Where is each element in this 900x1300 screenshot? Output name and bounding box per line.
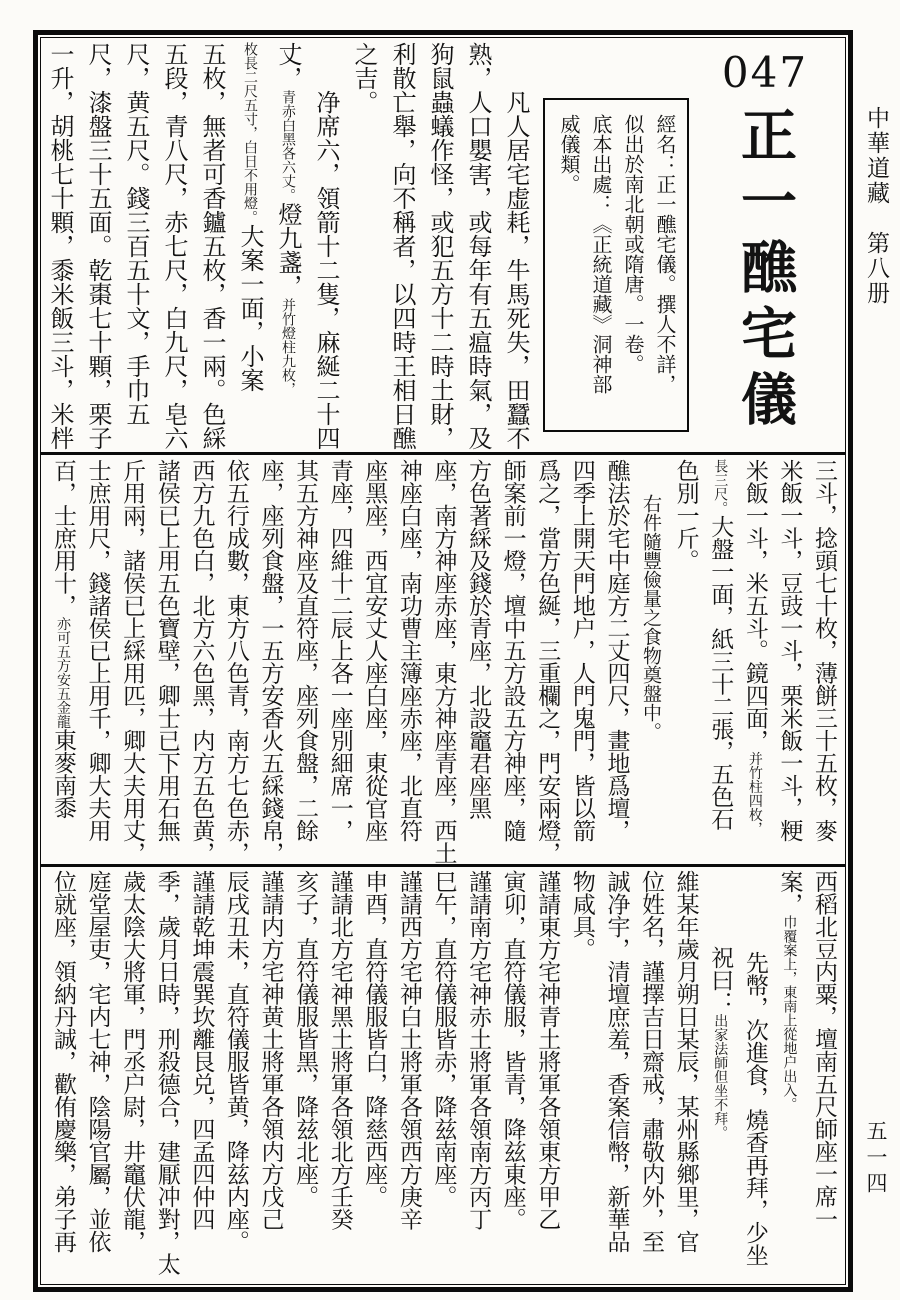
body-text: 似出於南北朝或隋唐。一卷。: [621, 114, 645, 374]
text-column: [426, 870, 461, 1282]
body-text: 一升，胡桃七十顆，黍米飯三斗，米柈: [46, 42, 74, 450]
body-text: 亥子，直符儀服皆黑，降兹北座。: [292, 870, 319, 1208]
body-text: 神座白座，南功曹主簿座赤座，北直符: [395, 459, 422, 842]
annotation-text: 長三尺。: [712, 459, 729, 515]
text-column: [357, 870, 392, 1282]
text-column: [460, 870, 495, 1282]
page-title: 正一醮宅儀: [732, 106, 798, 436]
body-text: 米飯一斗，豆豉一斗，栗米飯一斗，粳: [776, 459, 803, 842]
text-column: [45, 870, 80, 1282]
text-column: [184, 459, 219, 863]
text-column: [495, 459, 530, 863]
text-column: [703, 870, 738, 1282]
text-column: [117, 42, 155, 450]
text-column: [668, 459, 703, 863]
body-text: 色別一斤。: [672, 459, 699, 572]
section-divider-2: [41, 864, 845, 867]
page-border: [33, 30, 853, 1292]
text-column: [530, 870, 565, 1282]
body-text: 三斗，捻頭七十枚，薄餅三十五枚，麥: [811, 459, 837, 842]
body-text: 申酉，直符儀服皆白，降慈西座。: [361, 870, 388, 1208]
body-text: 大盤一面，紙三十二張，五色石: [707, 515, 734, 830]
text-column: [253, 459, 288, 863]
body-text: 位就座，領納丹誠，歡侑慶樂，弟子再: [49, 870, 76, 1253]
text-column: [564, 459, 599, 863]
body-text: 斤用兩，諸侯已上綵用匹，卿大夫用丈，: [119, 459, 146, 864]
body-text: 青座，四維十二辰上各一座別細席一，: [326, 459, 353, 842]
text-column: [288, 870, 323, 1282]
text-column: [585, 114, 617, 416]
body-text: 米飯一斗，米五斗。鏡四面，: [741, 459, 768, 752]
text-column: [115, 459, 150, 863]
text-column: [806, 459, 841, 863]
body-text: 座黑座，西宜安丈人座白座，東從官座: [361, 459, 388, 842]
body-text: 辰戌丑未，直符儀服皆黄，降兹内座。: [222, 870, 249, 1253]
body-text: 凡人居宅虚耗，牛馬死失，田蠶不: [502, 90, 530, 450]
text-column: [383, 42, 421, 450]
body-text: 東麥南黍: [49, 728, 76, 819]
body-text: 座，南方神座赤座，東方神座青座，西土: [430, 459, 457, 864]
text-column: [45, 459, 80, 863]
body-text: 誠净宇，清壇庶羞，香案信幣，新華品: [603, 870, 630, 1253]
annotation-text: 并竹燈柱九枚，: [280, 298, 296, 396]
text-column: [218, 459, 253, 863]
body-text: 謹請西方宅神白土將軍各領西方庚辛: [395, 870, 422, 1230]
text-column: [421, 42, 459, 450]
text-column: [737, 870, 772, 1282]
text-column: [184, 870, 219, 1282]
text-column: [322, 870, 357, 1282]
body-text: 醮法於宅中庭方二丈四尺，畫地爲壇，: [603, 459, 630, 842]
body-text: 謹請乾坤震巽坎離艮兑，四孟四仲四: [188, 870, 215, 1230]
colophon-box: [543, 98, 689, 432]
text-column: [80, 870, 115, 1282]
text-column: [737, 459, 772, 863]
text-column: [599, 870, 634, 1282]
body-text: 五段，青八尺，赤七尺，白九尺，皂六: [160, 42, 188, 450]
body-text: 維某年歲月朔日某辰，某州縣鄉里，官: [672, 870, 699, 1253]
body-text: 利散亡舉，向不稱者，以四時王相日醮: [388, 42, 416, 450]
body-text: 熟，人口嬰害，或每年有五瘟時氣，及: [464, 42, 492, 450]
body-text: 謹請東方宅神青土將軍各領東方甲乙: [534, 870, 561, 1230]
text-column: [391, 870, 426, 1282]
text-column: [357, 459, 392, 863]
body-text: 尺，漆盤三十五面。乾棗七十顆，栗子: [84, 42, 112, 450]
text-column: [633, 870, 668, 1282]
text-column: [772, 459, 807, 863]
text-column: [617, 114, 649, 416]
text-column: [155, 42, 193, 450]
body-text: 五枚，無者可香鑪五枚，香一兩。色綵: [198, 42, 226, 450]
body-text: 士庶用尺，錢諸侯已上用千，卿大夫用: [84, 459, 111, 842]
text-column: [495, 870, 530, 1282]
text-column: [426, 459, 461, 863]
text-column: [231, 42, 269, 450]
page-border-inner: [40, 37, 846, 1285]
body-text: 方色著綵及錢於青座，北設竈君座黑: [465, 459, 492, 819]
body-text: 爲之，當方色綖，三重欄之，門安兩燈，: [534, 459, 561, 864]
text-column: [322, 459, 357, 863]
text-column: [218, 870, 253, 1282]
text-column: [269, 42, 307, 450]
annotation-text: 青赤白黑各六丈。: [280, 90, 296, 202]
text-column: [460, 459, 495, 863]
body-text: 西稻北豆内粟，壇南五尺師座一席一: [811, 870, 837, 1230]
body-text: 謹請内方宅神黄土將軍各領内方戊己: [257, 870, 284, 1230]
body-text: 案，: [776, 870, 803, 915]
annotation-text: 枚長二尺五寸，白日不用燈。: [242, 42, 258, 224]
body-text: 位姓名，謹擇吉日齋戒，肅敬内外，至: [638, 870, 665, 1253]
annotation-text: 并竹柱四枚，: [746, 751, 763, 836]
text-column: [806, 870, 841, 1282]
text-column: [668, 870, 703, 1282]
text-column: [530, 459, 565, 863]
page-number: 五一四: [864, 1120, 888, 1198]
body-text: 歲太陰大將軍，門丞户尉，井竈伏龍，: [119, 870, 146, 1253]
body-text: 燈九盞，: [274, 202, 302, 298]
body-text: 謹請北方宅神黑土將軍各領北方壬癸: [326, 870, 353, 1230]
body-text: 大案一面，小案: [236, 224, 264, 392]
text-column: [564, 870, 599, 1282]
catalog-number: 047: [721, 48, 809, 97]
body-text: 經名：正一醮宅儀。撰人不詳，: [653, 114, 677, 394]
text-column: [391, 459, 426, 863]
body-text: 謹請南方宅神赤土將軍各領南方丙丁: [465, 870, 492, 1230]
title-block: [689, 42, 841, 450]
body-text: 威儀類。: [557, 114, 581, 194]
body-text: 祝曰：: [707, 945, 734, 1014]
body-text: 右件隨豐儉量之食物奠盤中。: [640, 493, 663, 741]
body-text: 百，士庶用十，: [49, 459, 76, 617]
body-text: 先幣，次進食，燒香再拜，少坐: [741, 950, 768, 1266]
text-column: [649, 114, 681, 416]
body-text: 底本出處：《正統道藏》洞神部: [589, 114, 613, 394]
text-column: [345, 42, 383, 450]
body-text: 寅卯，直符儀服，皆青，降兹東座。: [499, 870, 526, 1230]
body-text: 季，歲月日時，刑殺德合，建厭冲對，太: [153, 870, 180, 1275]
edition-label: 中華道藏 第八册: [863, 106, 889, 306]
text-column: [497, 42, 535, 450]
text-column: [79, 42, 117, 450]
text-column: [772, 870, 807, 1282]
text-column: [149, 459, 184, 863]
body-text: 依五行成數，東方八色青，南方七色赤，: [222, 459, 249, 864]
body-text: 師案前一燈，壇中五方設五方神座，隨: [499, 459, 526, 842]
text-column: [633, 459, 668, 863]
text-column: [253, 870, 288, 1282]
text-column: [193, 42, 231, 450]
text-column: [115, 870, 150, 1282]
body-text: 物咸具。: [568, 870, 595, 960]
section-bottom: [45, 870, 841, 1282]
text-column: [703, 459, 738, 863]
body-text: 庭堂屋吏，宅内七神，陰陽官屬，並依: [84, 870, 111, 1253]
body-text: 狗鼠蟲蟻作怪，或犯五方十二時土財，: [426, 42, 454, 450]
section-middle: [45, 459, 841, 863]
annotation-text: 亦可五方安五金龍: [54, 616, 71, 729]
section-top: [45, 42, 841, 450]
text-column: [459, 42, 497, 450]
body-text: 四季上開天門地户，人門鬼門，皆以箭: [568, 459, 595, 842]
body-text: 之吉。: [350, 42, 378, 114]
annotation-text: 出家法師但坐不拜。: [712, 1013, 729, 1140]
text-column: [149, 870, 184, 1282]
annotation-text: 巾覆案上，東南上從地户出入。: [781, 915, 798, 1111]
body-text: 净席六，領箭十二隻，麻綖二十四: [312, 90, 340, 450]
section-divider-1: [41, 452, 845, 455]
body-text: 巳午，直符儀服皆赤，降兹南座。: [430, 870, 457, 1208]
text-column: [41, 42, 79, 450]
text-column: [599, 459, 634, 863]
body-text: 丈，: [274, 42, 302, 90]
body-text: 諸侯已上用五色寶壁，卿士已下用石無: [153, 459, 180, 842]
text-column: [307, 42, 345, 450]
body-text: 尺，黄五尺。錢三百五十文，手巾五: [122, 42, 150, 426]
body-text: 西方九色白，北方六色黑，内方五色黄，: [188, 459, 215, 864]
text-column: [80, 459, 115, 863]
text-column: [553, 114, 585, 416]
body-text: 座，座列食盤，一五方安香火五綵錢帛，: [257, 459, 284, 864]
body-text: 其五方神座及直符座，座列食盤，二餘: [292, 459, 319, 842]
text-column: [288, 459, 323, 863]
